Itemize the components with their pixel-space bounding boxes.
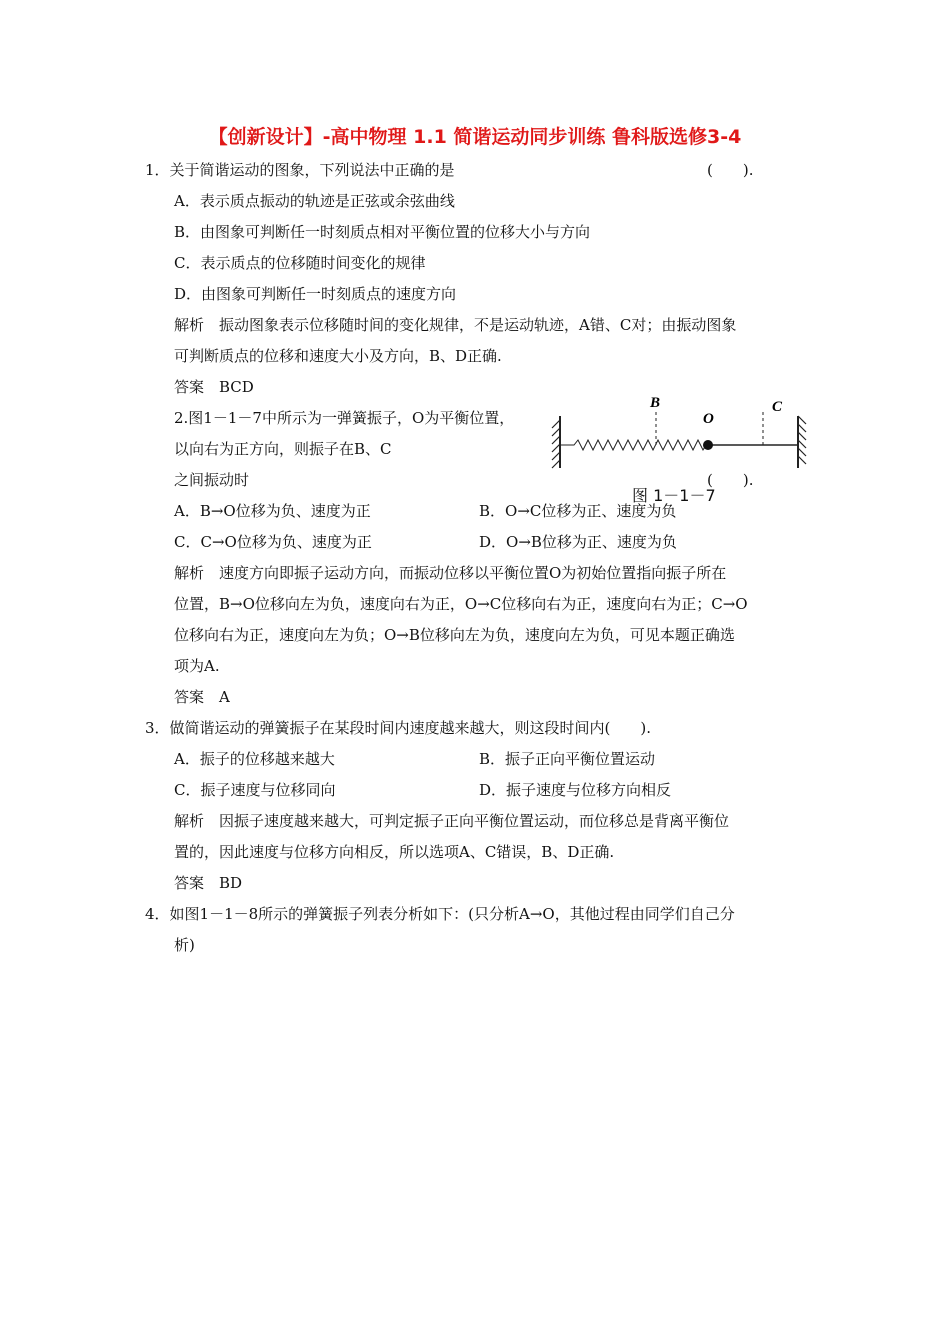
q4-stem-line: 析) — [174, 936, 195, 954]
q2-analysis-line: 位移向右为正，速度向左为负；O→B位移向左为负，速度向左为负，可见本题正确选 — [174, 626, 735, 644]
q3-option-a: A．振子的位移越来越大 — [174, 750, 335, 768]
label-b: B — [650, 395, 661, 411]
q1-analysis-line: 可判断质点的位移和速度大小及方向，B、D正确. — [174, 347, 502, 365]
q1-option-a: A．表示质点振动的轨迹是正弦或余弦曲线 — [174, 192, 455, 210]
q3-analysis-line: 解析 因振子速度越来越大，可判定振子正向平衡位置运动，而位移总是背离平衡位 — [174, 812, 730, 830]
q1-answer: 答案 BCD — [174, 378, 254, 396]
q1-analysis-line: 解析 振动图象表示位移随时间的变化规律，不是运动轨迹，A错、C对；由振动图象 — [174, 316, 737, 334]
q4-stem-line: 4．如图1－1－8所示的弹簧振子列表分析如下：(只分析A→O，其他过程由同学们自己分 — [145, 905, 735, 923]
q1-option-d: D．由图象可判断任一时刻质点的速度方向 — [174, 285, 457, 303]
q3-option-b: B．振子正向平衡位置运动 — [479, 750, 656, 768]
figure-caption: 图 1－1－7 — [632, 486, 716, 505]
label-o: O — [703, 411, 714, 427]
q1-option-b: B．由图象可判断任一时刻质点相对平衡位置的位移大小与方向 — [174, 223, 591, 241]
q2-analysis-line: 位置，B→O位移向左为负，速度向右为正，O→C位移向右为正，速度向右为正；C→O — [174, 595, 748, 613]
q2-option-d: D．O→B位移为正、速度为负 — [479, 533, 677, 551]
q2-option-c: C．C→O位移为负、速度为正 — [174, 533, 372, 551]
q2-stem-line: 2.图1－1－7中所示为一弹簧振子，O为平衡位置， — [174, 409, 515, 427]
page-title: 【创新设计】-高中物理 1.1 简谐运动同步训练 鲁科版选修3-4 — [208, 126, 742, 148]
q2-answer-paren: ( ). — [707, 471, 754, 489]
q2-option-a: A．B→O位移为负、速度为正 — [174, 502, 371, 520]
q3-option-d: D．振子速度与位移方向相反 — [479, 781, 672, 799]
q1-stem: 1．关于简谐运动的图象，下列说法中正确的是 — [145, 161, 455, 179]
q3-analysis-line: 置的，因此速度与位移方向相反，所以选项A、C错误，B、D正确. — [174, 843, 615, 861]
left-wall — [552, 416, 560, 468]
q2-option-b: B．O→C位移为正、速度为负 — [479, 502, 677, 520]
right-wall — [798, 416, 806, 468]
q2-analysis-line: 项为A. — [174, 657, 220, 675]
q2-stem-line: 以向右为正方向，则振子在B、C — [174, 440, 392, 458]
spring — [560, 440, 708, 450]
oscillator-ball — [703, 440, 713, 450]
q2-analysis-line: 解析 速度方向即振子运动方向，而振动位移以平衡位置O为初始位置指向振子所在 — [174, 564, 727, 582]
q3-answer: 答案 BD — [174, 874, 243, 892]
q1-option-c: C．表示质点的位移随时间变化的规律 — [174, 254, 426, 272]
label-c: C — [772, 399, 783, 415]
q3-stem: 3．做简谐运动的弹簧振子在某段时间内速度越来越大，则这段时间内( ). — [145, 719, 652, 737]
q2-answer: 答案 A — [174, 688, 230, 706]
spring-oscillator-figure — [546, 390, 814, 480]
q3-option-c: C．振子速度与位移同向 — [174, 781, 336, 799]
q1-answer-paren: ( ). — [707, 161, 754, 179]
q2-stem-line: 之间振动时 — [174, 471, 250, 489]
